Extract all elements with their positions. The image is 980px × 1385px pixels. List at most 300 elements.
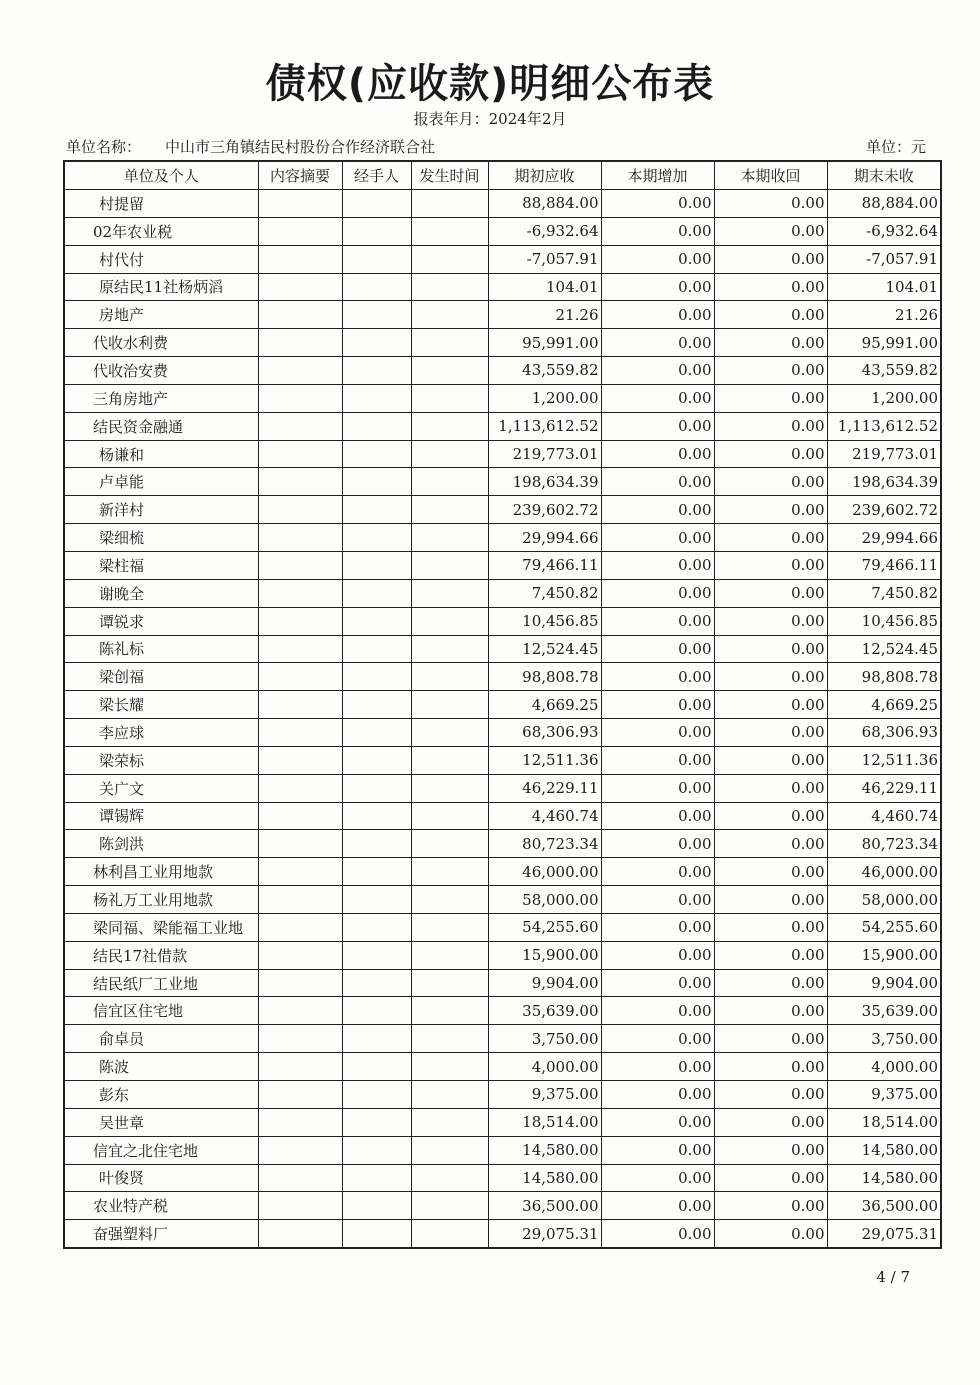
row-opening: 88,884.00 bbox=[488, 190, 601, 218]
row-name: 谭锐求 bbox=[64, 607, 258, 635]
row-increase: 0.00 bbox=[601, 273, 714, 301]
row-increase: 0.00 bbox=[601, 635, 714, 663]
row-handler bbox=[342, 1081, 411, 1109]
row-opening: 1,200.00 bbox=[488, 384, 601, 412]
receivables-table bbox=[63, 160, 942, 1249]
table-row bbox=[64, 719, 941, 747]
table-row bbox=[64, 524, 941, 552]
row-summary bbox=[258, 1081, 342, 1109]
row-handler bbox=[342, 607, 411, 635]
table-row bbox=[64, 913, 941, 941]
row-handler bbox=[342, 412, 411, 440]
table-row bbox=[64, 357, 941, 385]
row-closing: 29,075.31 bbox=[827, 1220, 941, 1248]
row-name: 结民17社借款 bbox=[64, 941, 258, 969]
row-opening: 29,075.31 bbox=[488, 1220, 601, 1248]
row-date bbox=[411, 663, 488, 691]
row-handler bbox=[342, 969, 411, 997]
row-increase: 0.00 bbox=[601, 524, 714, 552]
row-increase: 0.00 bbox=[601, 301, 714, 329]
row-date bbox=[411, 941, 488, 969]
row-handler bbox=[342, 635, 411, 663]
row-handler bbox=[342, 941, 411, 969]
row-name: 02年农业税 bbox=[64, 217, 258, 245]
row-name: 信宜区住宅地 bbox=[64, 997, 258, 1025]
table-row bbox=[64, 1220, 941, 1248]
row-handler bbox=[342, 357, 411, 385]
row-name: 房地产 bbox=[64, 301, 258, 329]
row-recovered: 0.00 bbox=[714, 273, 827, 301]
row-closing: 88,884.00 bbox=[827, 190, 941, 218]
row-date bbox=[411, 496, 488, 524]
row-name: 代收治安费 bbox=[64, 357, 258, 385]
row-opening: 12,524.45 bbox=[488, 635, 601, 663]
row-date bbox=[411, 1053, 488, 1081]
row-recovered: 0.00 bbox=[714, 190, 827, 218]
row-closing: -7,057.91 bbox=[827, 245, 941, 273]
row-closing: 10,456.85 bbox=[827, 607, 941, 635]
row-name: 卢卓能 bbox=[64, 468, 258, 496]
row-increase: 0.00 bbox=[601, 496, 714, 524]
row-opening: 46,000.00 bbox=[488, 858, 601, 886]
row-summary bbox=[258, 245, 342, 273]
row-opening: 15,900.00 bbox=[488, 941, 601, 969]
row-date bbox=[411, 607, 488, 635]
row-recovered: 0.00 bbox=[714, 1164, 827, 1192]
row-opening: 54,255.60 bbox=[488, 913, 601, 941]
row-handler bbox=[342, 551, 411, 579]
row-recovered: 0.00 bbox=[714, 719, 827, 747]
table-row bbox=[64, 941, 941, 969]
row-name: 彭东 bbox=[64, 1081, 258, 1109]
row-summary bbox=[258, 1192, 342, 1220]
row-name: 俞卓员 bbox=[64, 1025, 258, 1053]
row-summary bbox=[258, 830, 342, 858]
table-row bbox=[64, 969, 941, 997]
row-name: 杨礼万工业用地款 bbox=[64, 886, 258, 914]
row-handler bbox=[342, 245, 411, 273]
row-closing: 4,669.25 bbox=[827, 691, 941, 719]
table-body bbox=[64, 190, 941, 1249]
row-increase: 0.00 bbox=[601, 190, 714, 218]
row-handler bbox=[342, 1136, 411, 1164]
row-handler bbox=[342, 579, 411, 607]
row-handler bbox=[342, 1220, 411, 1248]
row-summary bbox=[258, 1053, 342, 1081]
row-closing: 1,113,612.52 bbox=[827, 412, 941, 440]
row-date bbox=[411, 746, 488, 774]
table-row bbox=[64, 1164, 941, 1192]
table-row bbox=[64, 802, 941, 830]
row-closing: 46,229.11 bbox=[827, 774, 941, 802]
table-row bbox=[64, 774, 941, 802]
row-name: 农业特产税 bbox=[64, 1192, 258, 1220]
unit-name-label: 单位名称： bbox=[66, 138, 142, 156]
row-summary bbox=[258, 524, 342, 552]
row-recovered: 0.00 bbox=[714, 1192, 827, 1220]
row-handler bbox=[342, 1053, 411, 1081]
row-handler bbox=[342, 440, 411, 468]
row-recovered: 0.00 bbox=[714, 858, 827, 886]
row-summary bbox=[258, 997, 342, 1025]
row-name: 梁同福、梁能福工业地 bbox=[64, 913, 258, 941]
row-opening: 9,375.00 bbox=[488, 1081, 601, 1109]
row-recovered: 0.00 bbox=[714, 607, 827, 635]
table-row bbox=[64, 384, 941, 412]
row-date bbox=[411, 579, 488, 607]
row-increase: 0.00 bbox=[601, 384, 714, 412]
row-handler bbox=[342, 524, 411, 552]
row-closing: 1,200.00 bbox=[827, 384, 941, 412]
row-summary bbox=[258, 1108, 342, 1136]
row-closing: 29,994.66 bbox=[827, 524, 941, 552]
table-row bbox=[64, 412, 941, 440]
row-summary bbox=[258, 1220, 342, 1248]
report-period: 报表年月：2024年2月 bbox=[413, 110, 567, 128]
row-closing: 36,500.00 bbox=[827, 1192, 941, 1220]
row-opening: 68,306.93 bbox=[488, 719, 601, 747]
row-closing: 79,466.11 bbox=[827, 551, 941, 579]
row-summary bbox=[258, 1164, 342, 1192]
row-name: 叶俊贤 bbox=[64, 1164, 258, 1192]
row-handler bbox=[342, 691, 411, 719]
row-handler bbox=[342, 301, 411, 329]
row-name: 谭锡辉 bbox=[64, 802, 258, 830]
row-handler bbox=[342, 496, 411, 524]
table-row bbox=[64, 886, 941, 914]
row-increase: 0.00 bbox=[601, 913, 714, 941]
table-row bbox=[64, 691, 941, 719]
row-handler bbox=[342, 1025, 411, 1053]
row-handler bbox=[342, 329, 411, 357]
row-closing: 35,639.00 bbox=[827, 997, 941, 1025]
row-recovered: 0.00 bbox=[714, 1108, 827, 1136]
row-opening: 198,634.39 bbox=[488, 468, 601, 496]
row-closing: 12,511.36 bbox=[827, 746, 941, 774]
row-closing: 21.26 bbox=[827, 301, 941, 329]
header-date: 发生时间 bbox=[411, 161, 488, 190]
row-date bbox=[411, 691, 488, 719]
row-opening: 98,808.78 bbox=[488, 663, 601, 691]
row-opening: 12,511.36 bbox=[488, 746, 601, 774]
row-closing: 15,900.00 bbox=[827, 941, 941, 969]
row-handler bbox=[342, 663, 411, 691]
row-closing: 18,514.00 bbox=[827, 1108, 941, 1136]
row-increase: 0.00 bbox=[601, 941, 714, 969]
row-recovered: 0.00 bbox=[714, 997, 827, 1025]
row-name: 梁柱福 bbox=[64, 551, 258, 579]
row-recovered: 0.00 bbox=[714, 301, 827, 329]
row-summary bbox=[258, 913, 342, 941]
header-recovered: 本期收回 bbox=[714, 161, 827, 190]
row-summary bbox=[258, 746, 342, 774]
row-closing: -6,932.64 bbox=[827, 217, 941, 245]
row-increase: 0.00 bbox=[601, 858, 714, 886]
row-summary bbox=[258, 384, 342, 412]
row-recovered: 0.00 bbox=[714, 802, 827, 830]
row-name: 关广文 bbox=[64, 774, 258, 802]
row-opening: 46,229.11 bbox=[488, 774, 601, 802]
row-opening: 35,639.00 bbox=[488, 997, 601, 1025]
row-date bbox=[411, 830, 488, 858]
row-recovered: 0.00 bbox=[714, 217, 827, 245]
header-handler: 经手人 bbox=[342, 161, 411, 190]
row-name: 代收水利费 bbox=[64, 329, 258, 357]
row-opening: 21.26 bbox=[488, 301, 601, 329]
row-opening: 29,994.66 bbox=[488, 524, 601, 552]
table-row bbox=[64, 1108, 941, 1136]
row-opening: 14,580.00 bbox=[488, 1136, 601, 1164]
row-date bbox=[411, 1081, 488, 1109]
row-name: 陈礼标 bbox=[64, 635, 258, 663]
row-opening: 239,602.72 bbox=[488, 496, 601, 524]
row-summary bbox=[258, 579, 342, 607]
row-name: 结民资金融通 bbox=[64, 412, 258, 440]
row-closing: 4,000.00 bbox=[827, 1053, 941, 1081]
row-date bbox=[411, 719, 488, 747]
row-increase: 0.00 bbox=[601, 886, 714, 914]
table-row bbox=[64, 1192, 941, 1220]
row-closing: 80,723.34 bbox=[827, 830, 941, 858]
row-summary bbox=[258, 802, 342, 830]
row-date bbox=[411, 1025, 488, 1053]
row-recovered: 0.00 bbox=[714, 969, 827, 997]
row-increase: 0.00 bbox=[601, 1081, 714, 1109]
row-increase: 0.00 bbox=[601, 802, 714, 830]
row-summary bbox=[258, 774, 342, 802]
header-opening: 期初应收 bbox=[488, 161, 601, 190]
row-recovered: 0.00 bbox=[714, 941, 827, 969]
currency-unit: 单位：元 bbox=[865, 138, 926, 156]
row-handler bbox=[342, 1108, 411, 1136]
row-opening: 4,000.00 bbox=[488, 1053, 601, 1081]
table-row bbox=[64, 190, 941, 218]
table-row bbox=[64, 830, 941, 858]
row-date bbox=[411, 273, 488, 301]
table-row bbox=[64, 440, 941, 468]
row-summary bbox=[258, 301, 342, 329]
row-date bbox=[411, 301, 488, 329]
row-summary bbox=[258, 357, 342, 385]
row-recovered: 0.00 bbox=[714, 1220, 827, 1248]
row-recovered: 0.00 bbox=[714, 468, 827, 496]
row-summary bbox=[258, 941, 342, 969]
row-recovered: 0.00 bbox=[714, 440, 827, 468]
table-row bbox=[64, 1081, 941, 1109]
row-date bbox=[411, 190, 488, 218]
table-row bbox=[64, 858, 941, 886]
row-closing: 239,602.72 bbox=[827, 496, 941, 524]
header-row bbox=[64, 161, 941, 190]
row-summary bbox=[258, 273, 342, 301]
row-recovered: 0.00 bbox=[714, 1025, 827, 1053]
row-opening: 79,466.11 bbox=[488, 551, 601, 579]
row-name: 信宜之北住宅地 bbox=[64, 1136, 258, 1164]
row-recovered: 0.00 bbox=[714, 830, 827, 858]
row-date bbox=[411, 468, 488, 496]
row-closing: 14,580.00 bbox=[827, 1136, 941, 1164]
page-number: 4 / 7 bbox=[876, 1268, 910, 1286]
row-opening: 14,580.00 bbox=[488, 1164, 601, 1192]
row-opening: 9,904.00 bbox=[488, 969, 601, 997]
row-recovered: 0.00 bbox=[714, 913, 827, 941]
row-increase: 0.00 bbox=[601, 607, 714, 635]
table-row bbox=[64, 468, 941, 496]
row-date bbox=[411, 774, 488, 802]
row-recovered: 0.00 bbox=[714, 691, 827, 719]
row-increase: 0.00 bbox=[601, 1164, 714, 1192]
row-closing: 3,750.00 bbox=[827, 1025, 941, 1053]
row-summary bbox=[258, 412, 342, 440]
row-summary bbox=[258, 217, 342, 245]
row-name: 村代付 bbox=[64, 245, 258, 273]
row-summary bbox=[258, 1025, 342, 1053]
table-row bbox=[64, 273, 941, 301]
row-handler bbox=[342, 746, 411, 774]
row-summary bbox=[258, 635, 342, 663]
row-opening: 219,773.01 bbox=[488, 440, 601, 468]
row-date bbox=[411, 217, 488, 245]
table-row bbox=[64, 301, 941, 329]
table-row bbox=[64, 579, 941, 607]
row-handler bbox=[342, 774, 411, 802]
row-date bbox=[411, 635, 488, 663]
row-summary bbox=[258, 858, 342, 886]
row-summary bbox=[258, 440, 342, 468]
row-handler bbox=[342, 273, 411, 301]
table-row bbox=[64, 329, 941, 357]
row-opening: 3,750.00 bbox=[488, 1025, 601, 1053]
row-increase: 0.00 bbox=[601, 551, 714, 579]
row-closing: 68,306.93 bbox=[827, 719, 941, 747]
row-recovered: 0.00 bbox=[714, 1136, 827, 1164]
row-increase: 0.00 bbox=[601, 691, 714, 719]
row-recovered: 0.00 bbox=[714, 579, 827, 607]
table-row bbox=[64, 635, 941, 663]
row-handler bbox=[342, 217, 411, 245]
row-date bbox=[411, 913, 488, 941]
row-name: 村提留 bbox=[64, 190, 258, 218]
row-name: 结民纸厂工业地 bbox=[64, 969, 258, 997]
row-name: 林利昌工业用地款 bbox=[64, 858, 258, 886]
row-recovered: 0.00 bbox=[714, 635, 827, 663]
row-name: 陈剑洪 bbox=[64, 830, 258, 858]
row-recovered: 0.00 bbox=[714, 1053, 827, 1081]
row-opening: 95,991.00 bbox=[488, 329, 601, 357]
row-name: 梁创福 bbox=[64, 663, 258, 691]
row-opening: 18,514.00 bbox=[488, 1108, 601, 1136]
row-increase: 0.00 bbox=[601, 997, 714, 1025]
row-recovered: 0.00 bbox=[714, 746, 827, 774]
row-increase: 0.00 bbox=[601, 969, 714, 997]
row-closing: 43,559.82 bbox=[827, 357, 941, 385]
table-row bbox=[64, 997, 941, 1025]
row-name: 陈波 bbox=[64, 1053, 258, 1081]
row-date bbox=[411, 329, 488, 357]
row-recovered: 0.00 bbox=[714, 357, 827, 385]
row-handler bbox=[342, 802, 411, 830]
row-date bbox=[411, 1136, 488, 1164]
row-summary bbox=[258, 1136, 342, 1164]
row-increase: 0.00 bbox=[601, 468, 714, 496]
row-summary bbox=[258, 551, 342, 579]
row-date bbox=[411, 802, 488, 830]
row-opening: 58,000.00 bbox=[488, 886, 601, 914]
row-name: 奋强塑料厂 bbox=[64, 1220, 258, 1248]
row-closing: 198,634.39 bbox=[827, 468, 941, 496]
row-opening: 43,559.82 bbox=[488, 357, 601, 385]
table-row bbox=[64, 1025, 941, 1053]
row-increase: 0.00 bbox=[601, 1192, 714, 1220]
row-closing: 104.01 bbox=[827, 273, 941, 301]
row-handler bbox=[342, 719, 411, 747]
header-closing: 期末未收 bbox=[827, 161, 941, 190]
row-name: 新洋村 bbox=[64, 496, 258, 524]
row-summary bbox=[258, 969, 342, 997]
row-increase: 0.00 bbox=[601, 663, 714, 691]
row-recovered: 0.00 bbox=[714, 496, 827, 524]
unit-name-line bbox=[66, 136, 435, 157]
row-increase: 0.00 bbox=[601, 774, 714, 802]
row-closing: 54,255.60 bbox=[827, 913, 941, 941]
row-handler bbox=[342, 858, 411, 886]
row-date bbox=[411, 1220, 488, 1248]
row-opening: 104.01 bbox=[488, 273, 601, 301]
table-row bbox=[64, 1053, 941, 1081]
row-increase: 0.00 bbox=[601, 1053, 714, 1081]
row-closing: 95,991.00 bbox=[827, 329, 941, 357]
row-recovered: 0.00 bbox=[714, 412, 827, 440]
row-recovered: 0.00 bbox=[714, 524, 827, 552]
table-row bbox=[64, 746, 941, 774]
table-row bbox=[64, 551, 941, 579]
row-summary bbox=[258, 886, 342, 914]
row-increase: 0.00 bbox=[601, 579, 714, 607]
row-handler bbox=[342, 997, 411, 1025]
row-closing: 9,375.00 bbox=[827, 1081, 941, 1109]
row-opening: 10,456.85 bbox=[488, 607, 601, 635]
row-handler bbox=[342, 1164, 411, 1192]
row-closing: 14,580.00 bbox=[827, 1164, 941, 1192]
row-closing: 46,000.00 bbox=[827, 858, 941, 886]
row-opening: 7,450.82 bbox=[488, 579, 601, 607]
row-handler bbox=[342, 190, 411, 218]
row-recovered: 0.00 bbox=[714, 663, 827, 691]
row-name: 梁长耀 bbox=[64, 691, 258, 719]
row-name: 梁细梳 bbox=[64, 524, 258, 552]
row-summary bbox=[258, 468, 342, 496]
header-summary: 内容摘要 bbox=[258, 161, 342, 190]
row-summary bbox=[258, 190, 342, 218]
row-increase: 0.00 bbox=[601, 1220, 714, 1248]
row-date bbox=[411, 969, 488, 997]
row-increase: 0.00 bbox=[601, 412, 714, 440]
row-increase: 0.00 bbox=[601, 1136, 714, 1164]
row-handler bbox=[342, 830, 411, 858]
row-increase: 0.00 bbox=[601, 1025, 714, 1053]
row-date bbox=[411, 524, 488, 552]
row-date bbox=[411, 1192, 488, 1220]
row-summary bbox=[258, 663, 342, 691]
header-increase: 本期增加 bbox=[601, 161, 714, 190]
row-closing: 4,460.74 bbox=[827, 802, 941, 830]
unit-name-value: 中山市三角镇结民村股份合作经济联合社 bbox=[165, 138, 436, 156]
row-closing: 7,450.82 bbox=[827, 579, 941, 607]
table-header bbox=[64, 161, 941, 190]
row-date bbox=[411, 886, 488, 914]
row-name: 李应球 bbox=[64, 719, 258, 747]
row-increase: 0.00 bbox=[601, 357, 714, 385]
